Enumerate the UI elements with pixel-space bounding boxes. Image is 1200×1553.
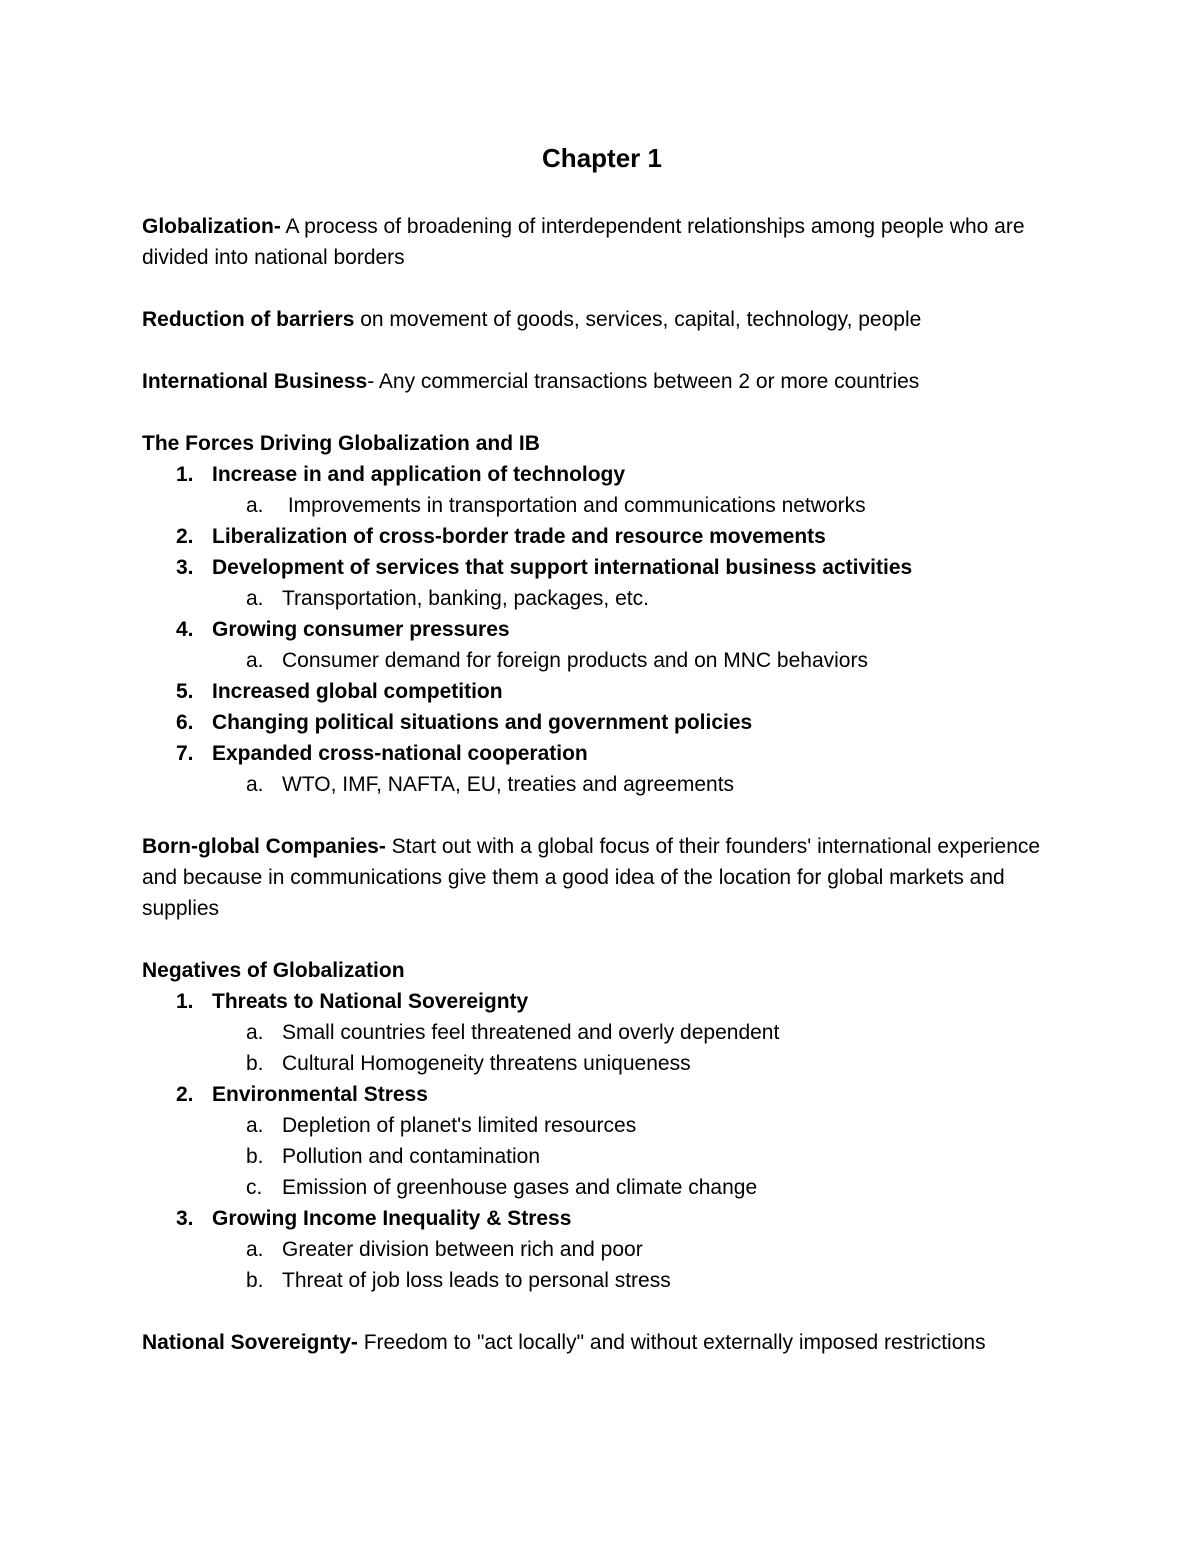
sub-list-letter: b. [246,1145,264,1168]
sub-list-text: Transportation, banking, packages, etc. [282,587,649,610]
list-number: 2. [176,525,194,548]
list-label: Liberalization of cross-border trade and resource movements [212,525,826,548]
international-business-definition [142,366,1062,397]
sub-list-letter: b. [246,1052,264,1075]
sub-list-text: Pollution and contamination [282,1145,541,1168]
sub-list-item [142,1172,1062,1203]
list-label: Changing political situations and government policies [212,711,753,734]
sub-list-text: Greater division between rich and poor [282,1238,643,1261]
spacer [142,800,1062,831]
sub-list-item [142,1141,1062,1172]
list-item [142,521,1062,552]
ib-text: - Any commercial transactions between 2 or more countries [367,370,920,393]
list-label: Increase in and application of technology [212,463,626,486]
sub-list-letter: c. [246,1176,263,1199]
sub-list-text: Emission of greenhouse gases and climate change [282,1176,758,1199]
list-label: Environmental Stress [212,1083,428,1106]
negatives-heading: Negatives of Globalization [142,959,405,982]
sub-list-item [142,1017,1062,1048]
sub-list-text: Threat of job loss leads to personal stress [282,1269,671,1292]
sub-list-letter: a. [246,1114,264,1137]
forces-section [142,428,1062,800]
globalization-text: A process of broadening of interdependent relationships among people who are divided into national borders [142,215,1025,269]
list-label: Growing consumer pressures [212,618,510,641]
sub-list-letter: a. [246,1021,264,1044]
list-item [142,986,1062,1017]
reduction-term: Reduction of barriers [142,308,355,331]
list-number: 7. [176,742,194,765]
sub-list-item [142,1265,1062,1296]
list-item [142,459,1062,490]
list-number: 6. [176,711,194,734]
list-item [142,1203,1062,1234]
globalization-definition [142,211,1062,273]
list-label: Expanded cross-national cooperation [212,742,588,765]
sub-list-item [142,1110,1062,1141]
sub-list-item [142,490,1062,521]
reduction-text: on movement of goods, services, capital, technology, people [354,308,922,331]
list-item [142,614,1062,645]
sub-list-text: WTO, IMF, NAFTA, EU, treaties and agreements [282,773,735,796]
sub-list-item [142,1048,1062,1079]
sub-list-letter: b. [246,1269,264,1292]
document-page [142,141,1062,1358]
list-item [142,676,1062,707]
sub-list-text: Depletion of planet's limited resources [282,1114,637,1137]
list-label: Growing Income Inequality & Stress [212,1207,572,1230]
list-number: 4. [176,618,194,641]
sub-list-letter: a. [246,1238,264,1261]
sub-list-text: Cultural Homogeneity threatens uniqueness [282,1052,691,1075]
born-global-definition [142,831,1062,924]
born-global-term: Born-global Companies- [142,835,386,858]
ib-term: International Business [142,370,368,393]
sub-list-text: Improvements in transportation and communications networks [282,494,866,517]
sub-list-text: Consumer demand for foreign products and on MNC behaviors [282,649,868,672]
sub-list-item [142,583,1062,614]
list-item [142,707,1062,738]
list-number: 3. [176,556,194,579]
sub-list-text: Small countries feel threatened and overly dependent [282,1021,780,1044]
sub-list-letter: a. [246,494,264,517]
list-number: 1. [176,990,194,1013]
list-number: 1. [176,463,194,486]
list-number: 3. [176,1207,194,1230]
sub-list-letter: a. [246,649,264,672]
sovereignty-term: National Sovereignty- [142,1331,358,1354]
list-item [142,738,1062,769]
sub-list-letter: a. [246,587,264,610]
list-item [142,1079,1062,1110]
globalization-term: Globalization- [142,215,281,238]
spacer [142,1296,1062,1327]
sub-list-item [142,769,1062,800]
list-label: Increased global competition [212,680,503,703]
sovereignty-text: Freedom to "act locally" and without externally imposed restrictions [357,1331,986,1354]
list-item [142,552,1062,583]
list-number: 5. [176,680,194,703]
reduction-of-barriers [142,304,1062,335]
negatives-section [142,955,1062,1296]
national-sovereignty-definition [142,1327,1062,1358]
forces-heading: The Forces Driving Globalization and IB [142,432,540,455]
sub-list-item [142,1234,1062,1265]
born-global-text: Start out with a global focus of their founders' international experience and because in communications give them a good idea of the location for global markets and supplies [142,835,1041,920]
list-label: Development of services that support international business activities [212,556,913,579]
list-label: Threats to National Sovereignty [212,990,529,1013]
list-number: 2. [176,1083,194,1106]
page-title: Chapter 1 [542,143,662,173]
sub-list-item [142,645,1062,676]
sub-list-letter: a. [246,773,264,796]
